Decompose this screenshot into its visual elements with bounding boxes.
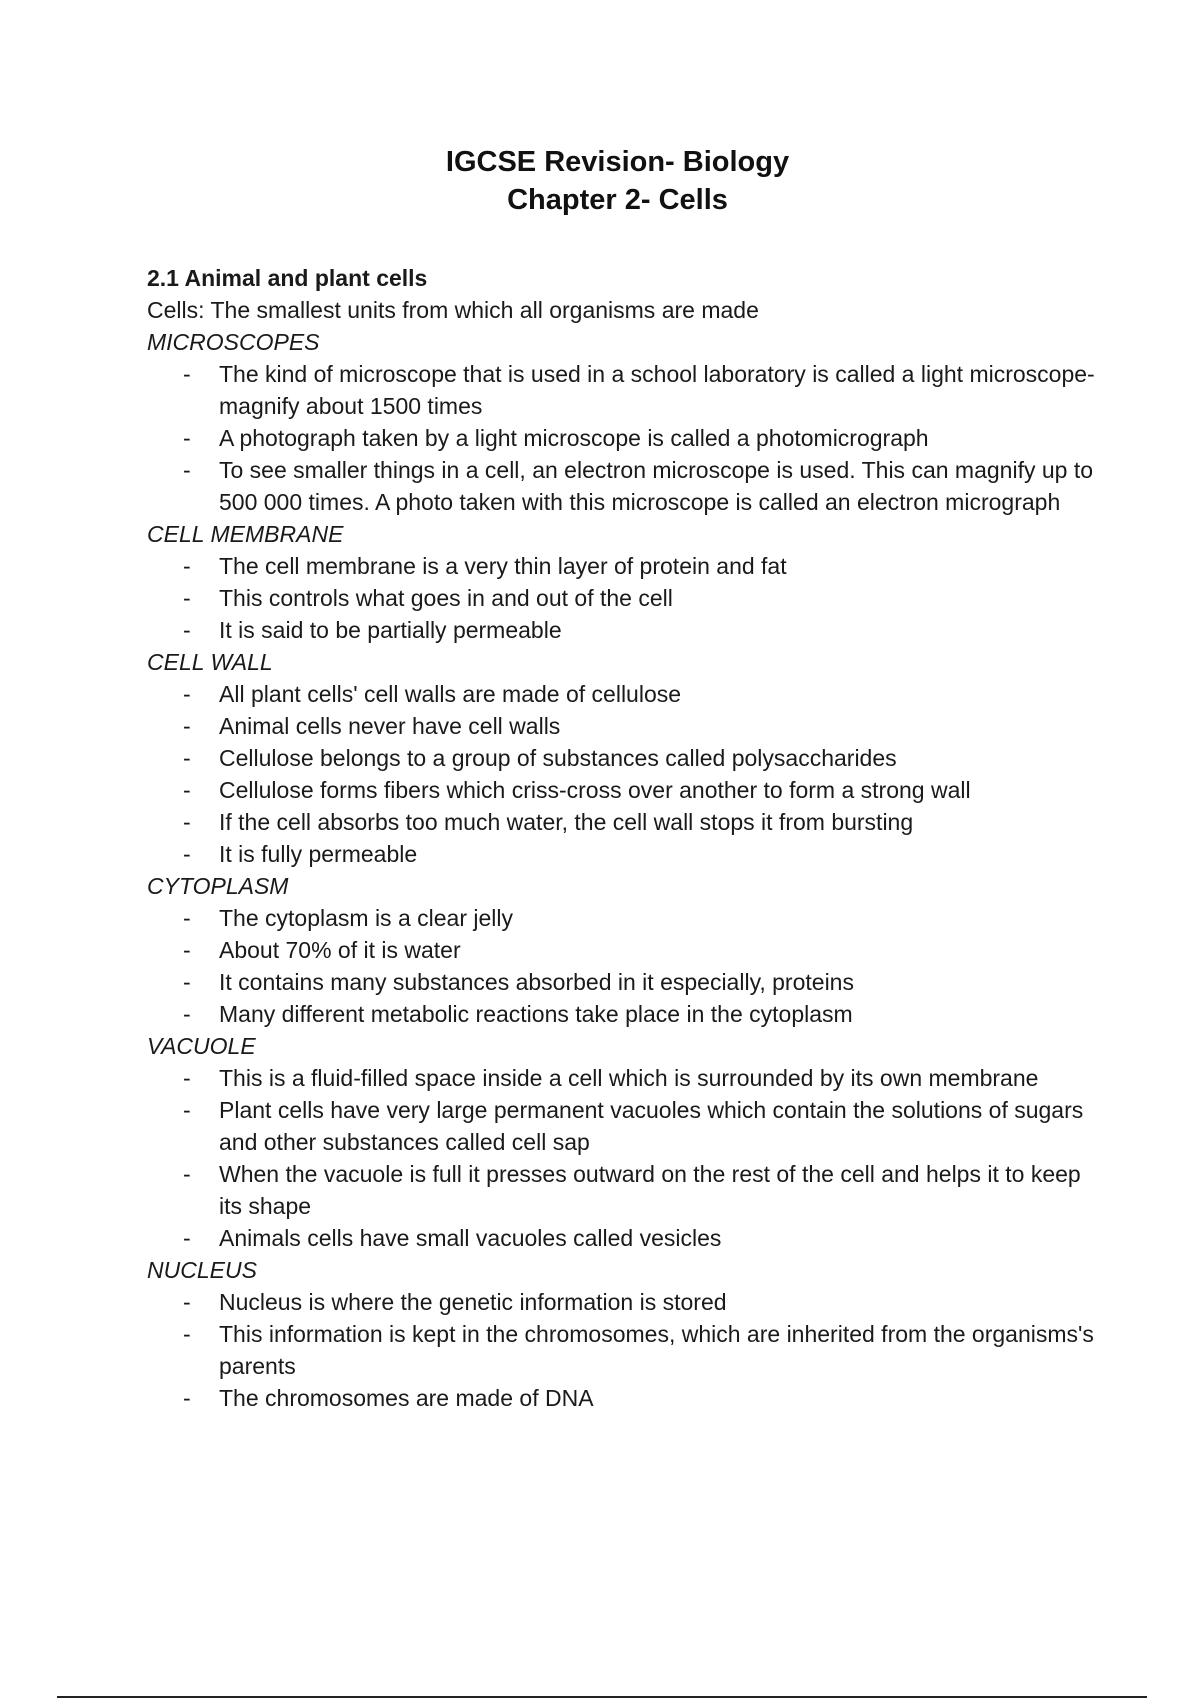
list-item: [147, 934, 1107, 966]
list-item-text: It is fully permeable: [219, 841, 418, 867]
list-item: [147, 806, 1107, 838]
list-item-text: The chromosomes are made of DNA: [219, 1385, 594, 1411]
list-item: [147, 1222, 1107, 1254]
topic-heading-nucleus: NUCLEUS: [147, 1257, 257, 1283]
list-item-text: Nucleus is where the genetic information is stored: [219, 1289, 727, 1315]
topic-heading-microscopes: MICROSCOPES: [147, 329, 320, 355]
bullet-dash: -: [183, 361, 191, 387]
list-item-text: The kind of microscope that is used in a school laboratory is called a light microscope- magnify about 1500 times: [219, 361, 1095, 419]
list-item: [147, 838, 1107, 870]
bullet-dash: -: [183, 745, 191, 771]
list-item-text: A photograph taken by a light microscope is called a photomicrograph: [219, 425, 929, 451]
bullet-dash: -: [183, 1065, 191, 1091]
list-item: [147, 422, 1107, 454]
bullet-dash: -: [183, 1001, 191, 1027]
list-item: [147, 966, 1107, 998]
list-item-text: Cellulose forms fibers which criss-cross over another to form a strong wall: [219, 777, 971, 803]
list-item: [147, 710, 1107, 742]
list-item-text: The cytoplasm is a clear jelly: [219, 905, 513, 931]
list-item-text: It contains many substances absorbed in it especially, proteins: [219, 969, 854, 995]
list-item: [147, 1286, 1107, 1318]
bullet-list-vacuole: [147, 1062, 1107, 1254]
bullet-dash: -: [183, 777, 191, 803]
bullet-dash: -: [183, 1385, 191, 1411]
list-item: [147, 678, 1107, 710]
list-item-text: This controls what goes in and out of the cell: [219, 585, 673, 611]
bullet-dash: -: [183, 1289, 191, 1315]
list-item: [147, 998, 1107, 1030]
list-item: [147, 582, 1107, 614]
section-heading: 2.1 Animal and plant cells: [147, 265, 428, 291]
topic-heading-vacuole: VACUOLE: [147, 1033, 256, 1059]
list-item-text: The cell membrane is a very thin layer of protein and fat: [219, 553, 787, 579]
list-item-text: Many different metabolic reactions take place in the cytoplasm: [219, 1001, 853, 1027]
list-item-text: All plant cells' cell walls are made of cellulose: [219, 681, 682, 707]
bullet-list-cytoplasm: [147, 902, 1107, 1030]
topic-heading-cell-wall: CELL WALL: [147, 649, 273, 675]
bullet-dash: -: [183, 937, 191, 963]
bullet-dash: -: [183, 809, 191, 835]
bullet-dash: -: [183, 457, 191, 483]
list-item-text: Cellulose belongs to a group of substances called polysaccharides: [219, 745, 897, 771]
bullet-list-cell-membrane: [147, 550, 1107, 646]
list-item-text: Animal cells never have cell walls: [219, 713, 561, 739]
bullet-dash: -: [183, 553, 191, 579]
list-item-text: This is a fluid-filled space inside a cell which is surrounded by its own membrane: [219, 1065, 1039, 1091]
bullet-list-nucleus: [147, 1286, 1107, 1414]
topic-heading-cytoplasm: CYTOPLASM: [147, 873, 289, 899]
list-item-text: If the cell absorbs too much water, the cell wall stops it from bursting: [219, 809, 914, 835]
document-title: IGCSE Revision- Biology: [445, 146, 790, 178]
list-item-text: When the vacuole is full it presses outward on the rest of the cell and helps it to keep its shape: [219, 1161, 1081, 1219]
list-item: [147, 902, 1107, 934]
bullet-dash: -: [183, 681, 191, 707]
bullet-list-cell-wall: [147, 678, 1107, 870]
bullet-dash: -: [183, 841, 191, 867]
list-item: [147, 1062, 1107, 1094]
list-item: [147, 1382, 1107, 1414]
list-item-text: To see smaller things in a cell, an electron microscope is used. This can magnify up to 500 000 times. A photo taken with this microscope is called an electron micrograph: [219, 457, 1093, 515]
list-item: [147, 742, 1107, 774]
topic-heading-cell-membrane: CELL MEMBRANE: [147, 521, 344, 547]
list-item: [147, 550, 1107, 582]
bullet-dash: -: [183, 617, 191, 643]
bullet-dash: -: [183, 425, 191, 451]
list-item-text: About 70% of it is water: [219, 937, 461, 963]
document-body: [147, 262, 1107, 1414]
bullet-dash: -: [183, 1097, 191, 1123]
bullet-dash: -: [183, 1225, 191, 1251]
list-item-text: Plant cells have very large permanent vacuoles which contain the solutions of sugars and other substances called cell sap: [219, 1097, 1084, 1155]
bullet-dash: -: [183, 969, 191, 995]
bullet-list-microscopes: [147, 358, 1107, 518]
list-item-text: Animals cells have small vacuoles called vesicles: [219, 1225, 722, 1251]
list-item: [147, 358, 1107, 422]
list-item: [147, 1158, 1107, 1222]
bullet-dash: -: [183, 1321, 191, 1347]
chapter-title: Chapter 2- Cells: [507, 184, 728, 216]
bullet-dash: -: [183, 1161, 191, 1187]
bullet-dash: -: [183, 585, 191, 611]
list-item-text: This information is kept in the chromosomes, which are inherited from the organisms's parents: [219, 1321, 1094, 1379]
footer-divider: [57, 1696, 1147, 1698]
list-item: [147, 1318, 1107, 1382]
list-item: [147, 614, 1107, 646]
list-item: [147, 454, 1107, 518]
section-intro: Cells: The smallest units from which all organisms are made: [147, 297, 759, 323]
bullet-dash: -: [183, 713, 191, 739]
title-block: [0, 143, 1200, 219]
list-item: [147, 1094, 1107, 1158]
bullet-dash: -: [183, 905, 191, 931]
list-item-text: It is said to be partially permeable: [219, 617, 562, 643]
list-item: [147, 774, 1107, 806]
